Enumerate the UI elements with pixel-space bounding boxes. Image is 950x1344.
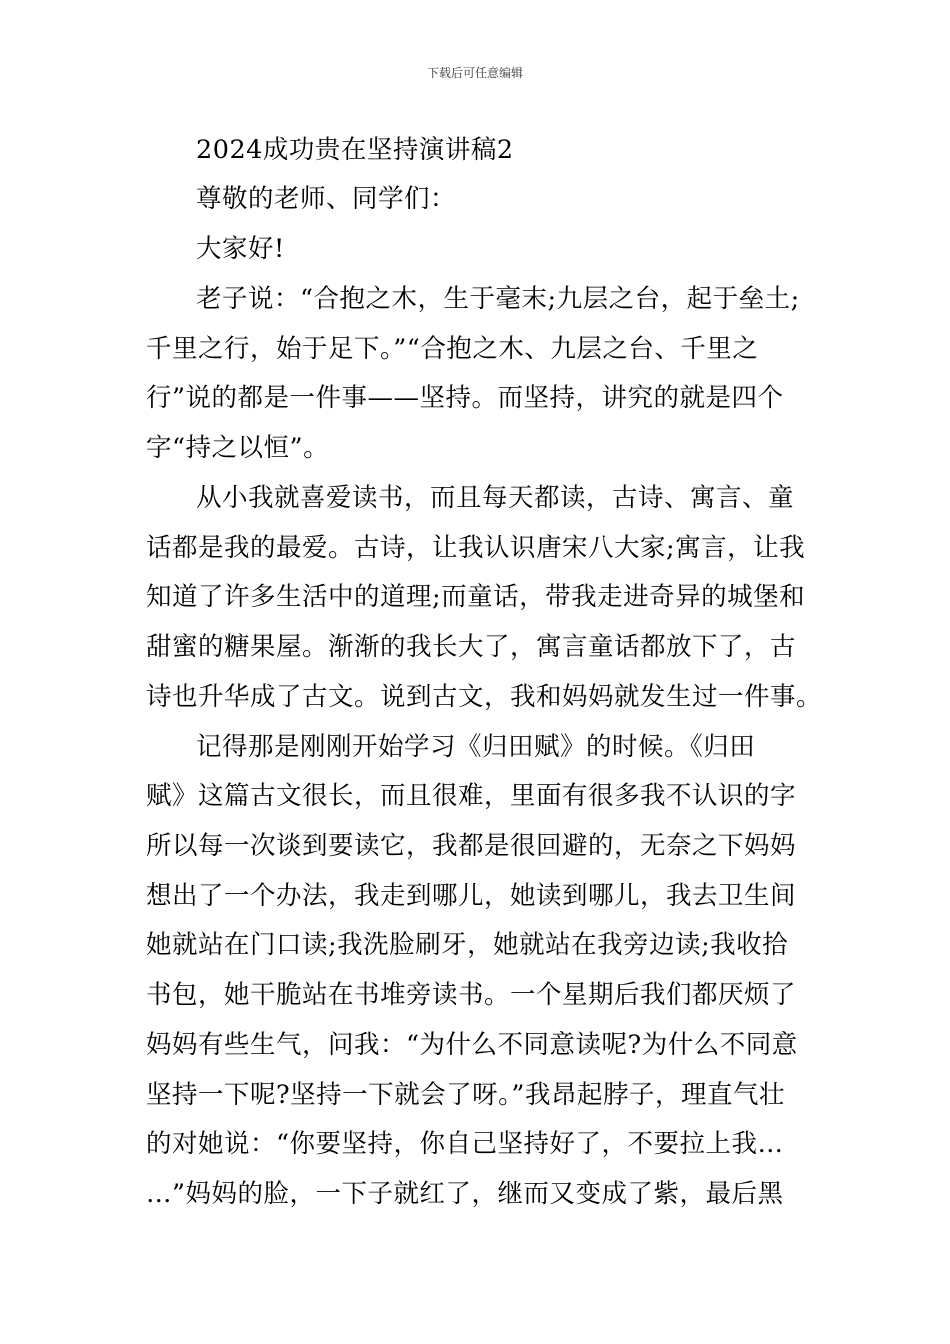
text-line: 行”说的都是一件事——坚持。而坚持，讲究的就是四个 — [146, 383, 784, 413]
text-line: 赋》这篇古文很长，而且很难，里面有很多我不认识的字 — [146, 781, 797, 811]
text-line: …”妈妈的脸，一下子就红了，继而又变成了紫，最后黑 — [146, 1179, 784, 1209]
text-line: 记得那是刚刚开始学习《归田赋》的时候。《归田 — [196, 732, 756, 762]
text-line: 字“持之以恒”。 — [146, 433, 330, 463]
text-line: 知道了许多生活中的道理;而童话，带我走进奇异的城堡和 — [146, 582, 806, 612]
text-line: 所以每一次谈到要读它，我都是很回避的，无奈之下妈妈 — [146, 831, 797, 861]
page-header: 下载后可任意编辑 — [426, 66, 523, 80]
text-line: 甜蜜的糖果屋。渐渐的我长大了，寓言童话都放下了，古 — [146, 632, 797, 662]
text-line: 她就站在门口读;我洗脸刷牙，她就站在我旁边读;我收拾 — [146, 930, 789, 960]
text-line: 妈妈有些生气，问我：“为什么不同意读呢?为什么不同意 — [146, 1030, 798, 1060]
greeting: 大家好! — [196, 234, 285, 264]
text-line: 坚持一下呢?坚持一下就会了呀。”我昂起脖子，理直气壮 — [146, 1080, 785, 1110]
text-line: 从小我就喜爱读书，而且每天都读，古诗、寓言、童 — [196, 483, 795, 513]
salutation: 尊敬的老师、同学们： — [196, 184, 457, 214]
text-line: 书包，她干脆站在书堆旁读书。一个星期后我们都厌烦了 — [146, 980, 797, 1010]
text-line: 千里之行，始于足下。”“合抱之木、九层之台、千里之 — [146, 334, 759, 364]
text-line: 老子说：“合抱之木，生于毫末;九层之台，起于垒土; — [196, 284, 800, 314]
text-line: 诗也升华成了古文。说到古文，我和妈妈就发生过一件事。 — [146, 682, 823, 712]
text-line: 话都是我的最爱。古诗，让我认识唐宋八大家;寓言，让我 — [146, 533, 806, 563]
text-line: 想出了一个办法，我走到哪儿，她读到哪儿，我去卫生间 — [146, 881, 797, 911]
doc-title: 2024成功贵在坚持演讲稿2 — [196, 135, 514, 165]
text-line: 的对她说：“你要坚持，你自己坚持好了，不要拉上我… — [146, 1129, 784, 1159]
